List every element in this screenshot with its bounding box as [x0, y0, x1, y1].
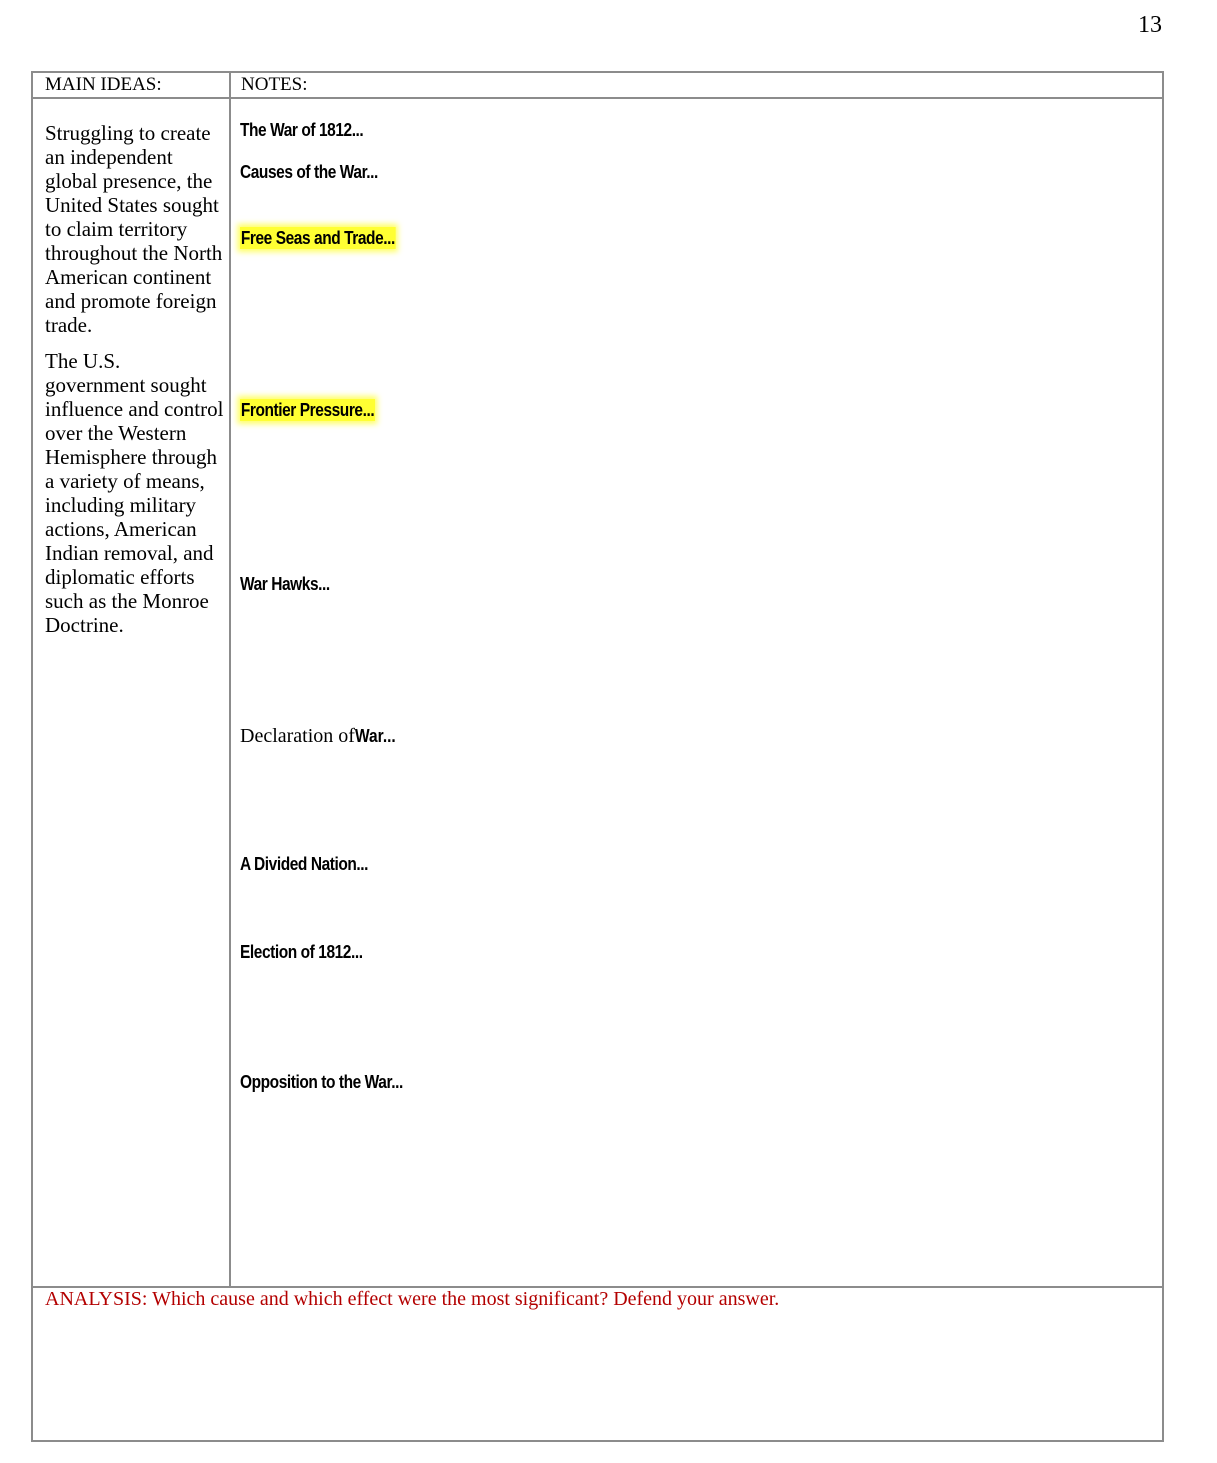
- column-divider: [229, 73, 231, 1286]
- main-ideas-header: MAIN IDEAS:: [45, 74, 162, 95]
- main-idea-paragraph-2: The U.S. government sought influence and control over the Western Hemisphere through a variety of means, including military actions, American Indian removal, and diplomatic efforts such as the Monroe Doctrine.: [45, 349, 224, 637]
- page-number: 13: [1138, 12, 1162, 38]
- highlighted-text: Free Seas and Trade...: [240, 228, 395, 248]
- note-heading-election-1812: Election of 1812...: [240, 942, 363, 962]
- declaration-prefix: Declaration of: [240, 725, 355, 747]
- main-idea-paragraph-1: Struggling to create an independent global presence, the United States sought to claim territory throughout the North American continent and promote foreign trade.: [45, 121, 223, 337]
- note-heading-free-seas: [240, 228, 396, 249]
- main-ideas-column: [45, 121, 225, 649]
- note-heading-causes: Causes of the War...: [240, 162, 378, 182]
- notes-table: [31, 71, 1164, 1442]
- note-heading-war-hawks: War Hawks...: [240, 574, 330, 594]
- note-heading-frontier-pressure: [240, 400, 375, 421]
- notes-header: NOTES:: [241, 74, 308, 95]
- declaration-suffix: War...: [354, 726, 396, 746]
- note-heading-opposition: Opposition to the War...: [240, 1072, 403, 1092]
- note-heading-divided-nation: A Divided Nation...: [240, 854, 369, 874]
- highlighted-text: Frontier Pressure...: [240, 400, 375, 420]
- analysis-prompt: ANALYSIS: Which cause and which effect were the most significant? Defend your answer.: [45, 1288, 780, 1310]
- table-header-row: [33, 73, 1162, 99]
- note-heading-declaration-of-war: [240, 725, 402, 748]
- note-heading-war-of-1812: The War of 1812...: [240, 120, 364, 140]
